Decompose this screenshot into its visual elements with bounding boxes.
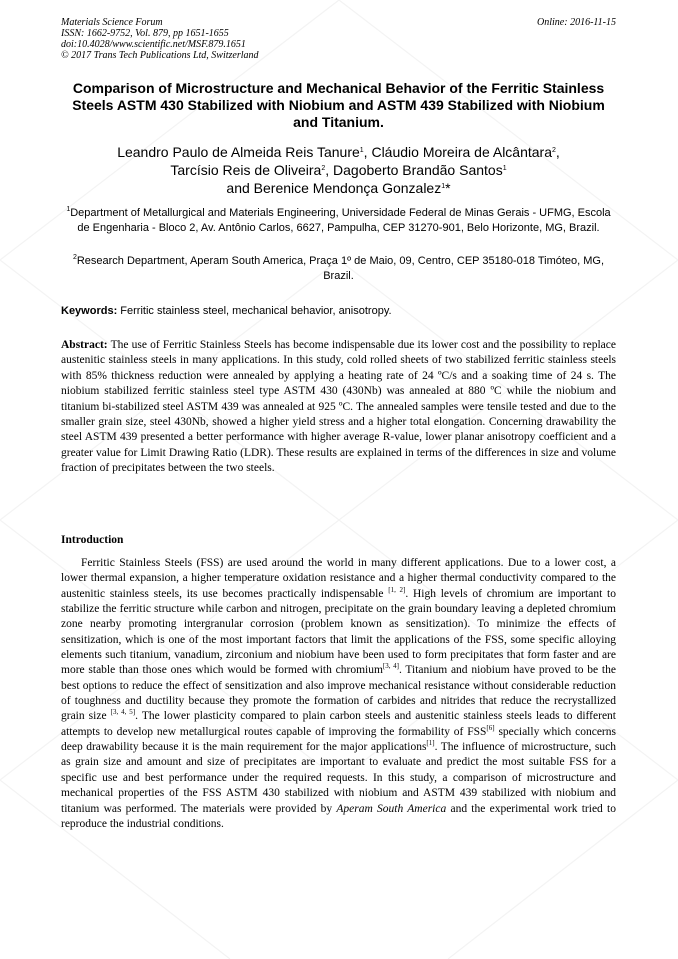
author-conjunction: and [226,180,254,196]
citation: [3, 4, 5] [110,708,136,717]
citation: [1] [426,739,435,748]
body-text: and the experimental work tried to reproduce the industrial conditions. [61,802,616,830]
journal-header [61,17,616,61]
affiliation-number: 1 [66,206,71,213]
affiliation-text: Department of Metallurgical and Materials Engineering, Universidade Federal de Minas Gerais - UFMG, Escola de Engenharia - Bloco 2, Av. Antônio Carlos, 6627, Pampulha, CEP 31270-901, Belo Horizonte, MG, Brazil. [70,207,611,234]
citation: [1, 2] [388,585,406,594]
author-affiliation-mark: 2 [552,147,556,154]
author-name: Tarcísio Reis de Oliveira [170,162,322,178]
author-affiliation-mark: 1 [359,147,364,154]
keywords-text: Ferritic stainless steel, mechanical behavior, anisotropy. [117,305,392,317]
author-name: Dagoberto Brandão Santos [333,162,503,178]
doi-line: doi:10.4028/www.scientific.net/MSF.879.1651 [61,39,246,50]
author-affiliation-mark: 1 [441,183,446,190]
body-text: specially which concerns deep drawability because it is the main requirement for the major applications [61,725,616,754]
author-line-2: Tarcísio Reis de Oliveira$^2$, Dagoberto Brandão Santos$^1$ [170,162,507,178]
body-text: Ferritic Stainless Steels (FSS) are used around the world in many different applications. Due to a lower cost, a lower thermal expansion, a higher temperature oxidation resistance and a higher thermal conductivity compared to the austenitic stainless steels, its use becomes practically indispensable [61,557,616,600]
citation: [6] [486,723,495,732]
author-affiliation-mark: 1 [502,165,507,172]
issn-line: ISSN: 1662-9752, Vol. 879, pp 1651-1655 [61,28,229,39]
author-line-1: Leandro Paulo de Almeida Reis Tanure$^1$, Cláudio Moreira de Alcântara$^2$, [117,144,560,160]
affiliation-number: 2 [72,254,77,261]
author-list [61,143,616,197]
paper-title: Comparison of Microstructure and Mechanical Behavior of the Ferritic Stainless Steels ASTM 430 Stabilized with Niobium and ASTM 439 Stabilized with Niobium and Titanium. [72,80,605,130]
introduction-paragraph [61,556,616,832]
affiliation-2 [61,254,616,284]
online-date: Online: 2016-11-15 [537,17,616,28]
keywords-label: Keywords: [61,305,118,317]
company-name: Aperam South America [336,802,447,815]
author-affiliation-mark: 2 [321,165,326,172]
journal-name: Materials Science Forum [61,17,163,28]
abstract-text: The use of Ferritic Stainless Steels has become indispensable due its lower cost and the possibility to replace austenitic stainless steels in many applications. In this study, cold rolled sheets of two stabilized ferritic stainless steels with 85% thickness reduction were annealed by applying a heating rate of 24 ºC/s and a soaking time of 24 s. The niobium stabilized ferritic stainless steel type ASTM 430 (430Nb) was annealed at 880 ºC while the niobium and titanium bi-stabilized steel ASTM 439 was annealed at 925 ºC. The annealed samples were tensile tested and due to the smaller grain size, steel 430Nb, showed a higher yield stress and a higher total elongation. Concerning drawability the steel ASTM 439 presented a better performance with higher average R-value, lower planar anisotropy coefficient and a greater value for Limit Drawing Ratio (LDR). These results are explained in terms of the differences in size and volume fraction of precipitates between the two steels. [61,339,616,475]
body-text: . Titanium and niobium have proved to be the best options to reduce the effect of sensitization and also improve mechanical resistance without considerable reduction of toughness and ductility because they promote the formation of carbides and nitrides that reduce the recrystallized grain size [61,664,616,723]
abstract-label: Abstract: [61,339,108,351]
copyright-line: © 2017 Trans Tech Publications Ltd, Switzerland [61,50,259,61]
affiliation-text: Research Department, Aperam South America, Praça 1º de Maio, 09, Centro, CEP 35180-018 Timóteo, MG, Brazil. [76,255,605,282]
author-line-3 [61,179,616,197]
body-text: . The lower plasticity compared to plain carbon steels and austenitic stainless steels leads to different attempts to develop new metallurgical routes capable of improving the formability of FSS [61,710,616,738]
abstract [61,338,616,477]
body-text: . High levels of chromium are important to stabilize the ferritic structure while carbon and nitrogen, precipitate on the grain boundary leaving a depleted chromium zone nearby promoting intergranular corrosion (problem known as sensitization). To minimize the effects of sensitization, which is one of the most important factors that limit the applications of the FSS, some specific alloying elements such titanium, vanadium, zirconium and niobium have been used to form precipitates that form faster and are more stable than those ones which would be formed with chromium [61,587,616,677]
author-name: Berenice Mendonça Gonzalez [253,180,442,196]
citation: [3, 4] [382,662,399,671]
corresponding-author-mark: * [445,180,451,196]
section-heading-introduction: Introduction [61,534,124,546]
body-text: . The influence of microstructure, such as grain size and amount and size of precipitates are important to evaluate and predict the most suitable FSS for a specific use and best performance under the required requests. In this study, a comparison of microstructure and mechanical properties of the FSS ASTM 430 stabilized with niobium and ASTM 439 stabilized with niobium and titanium was performed. The materials were provided by [61,741,616,815]
author-name: Cláudio Moreira de Alcântara [371,144,552,160]
affiliation-1 [61,206,616,236]
keywords [61,304,616,318]
author-name: Leandro Paulo de Almeida Reis Tanure [117,144,360,160]
